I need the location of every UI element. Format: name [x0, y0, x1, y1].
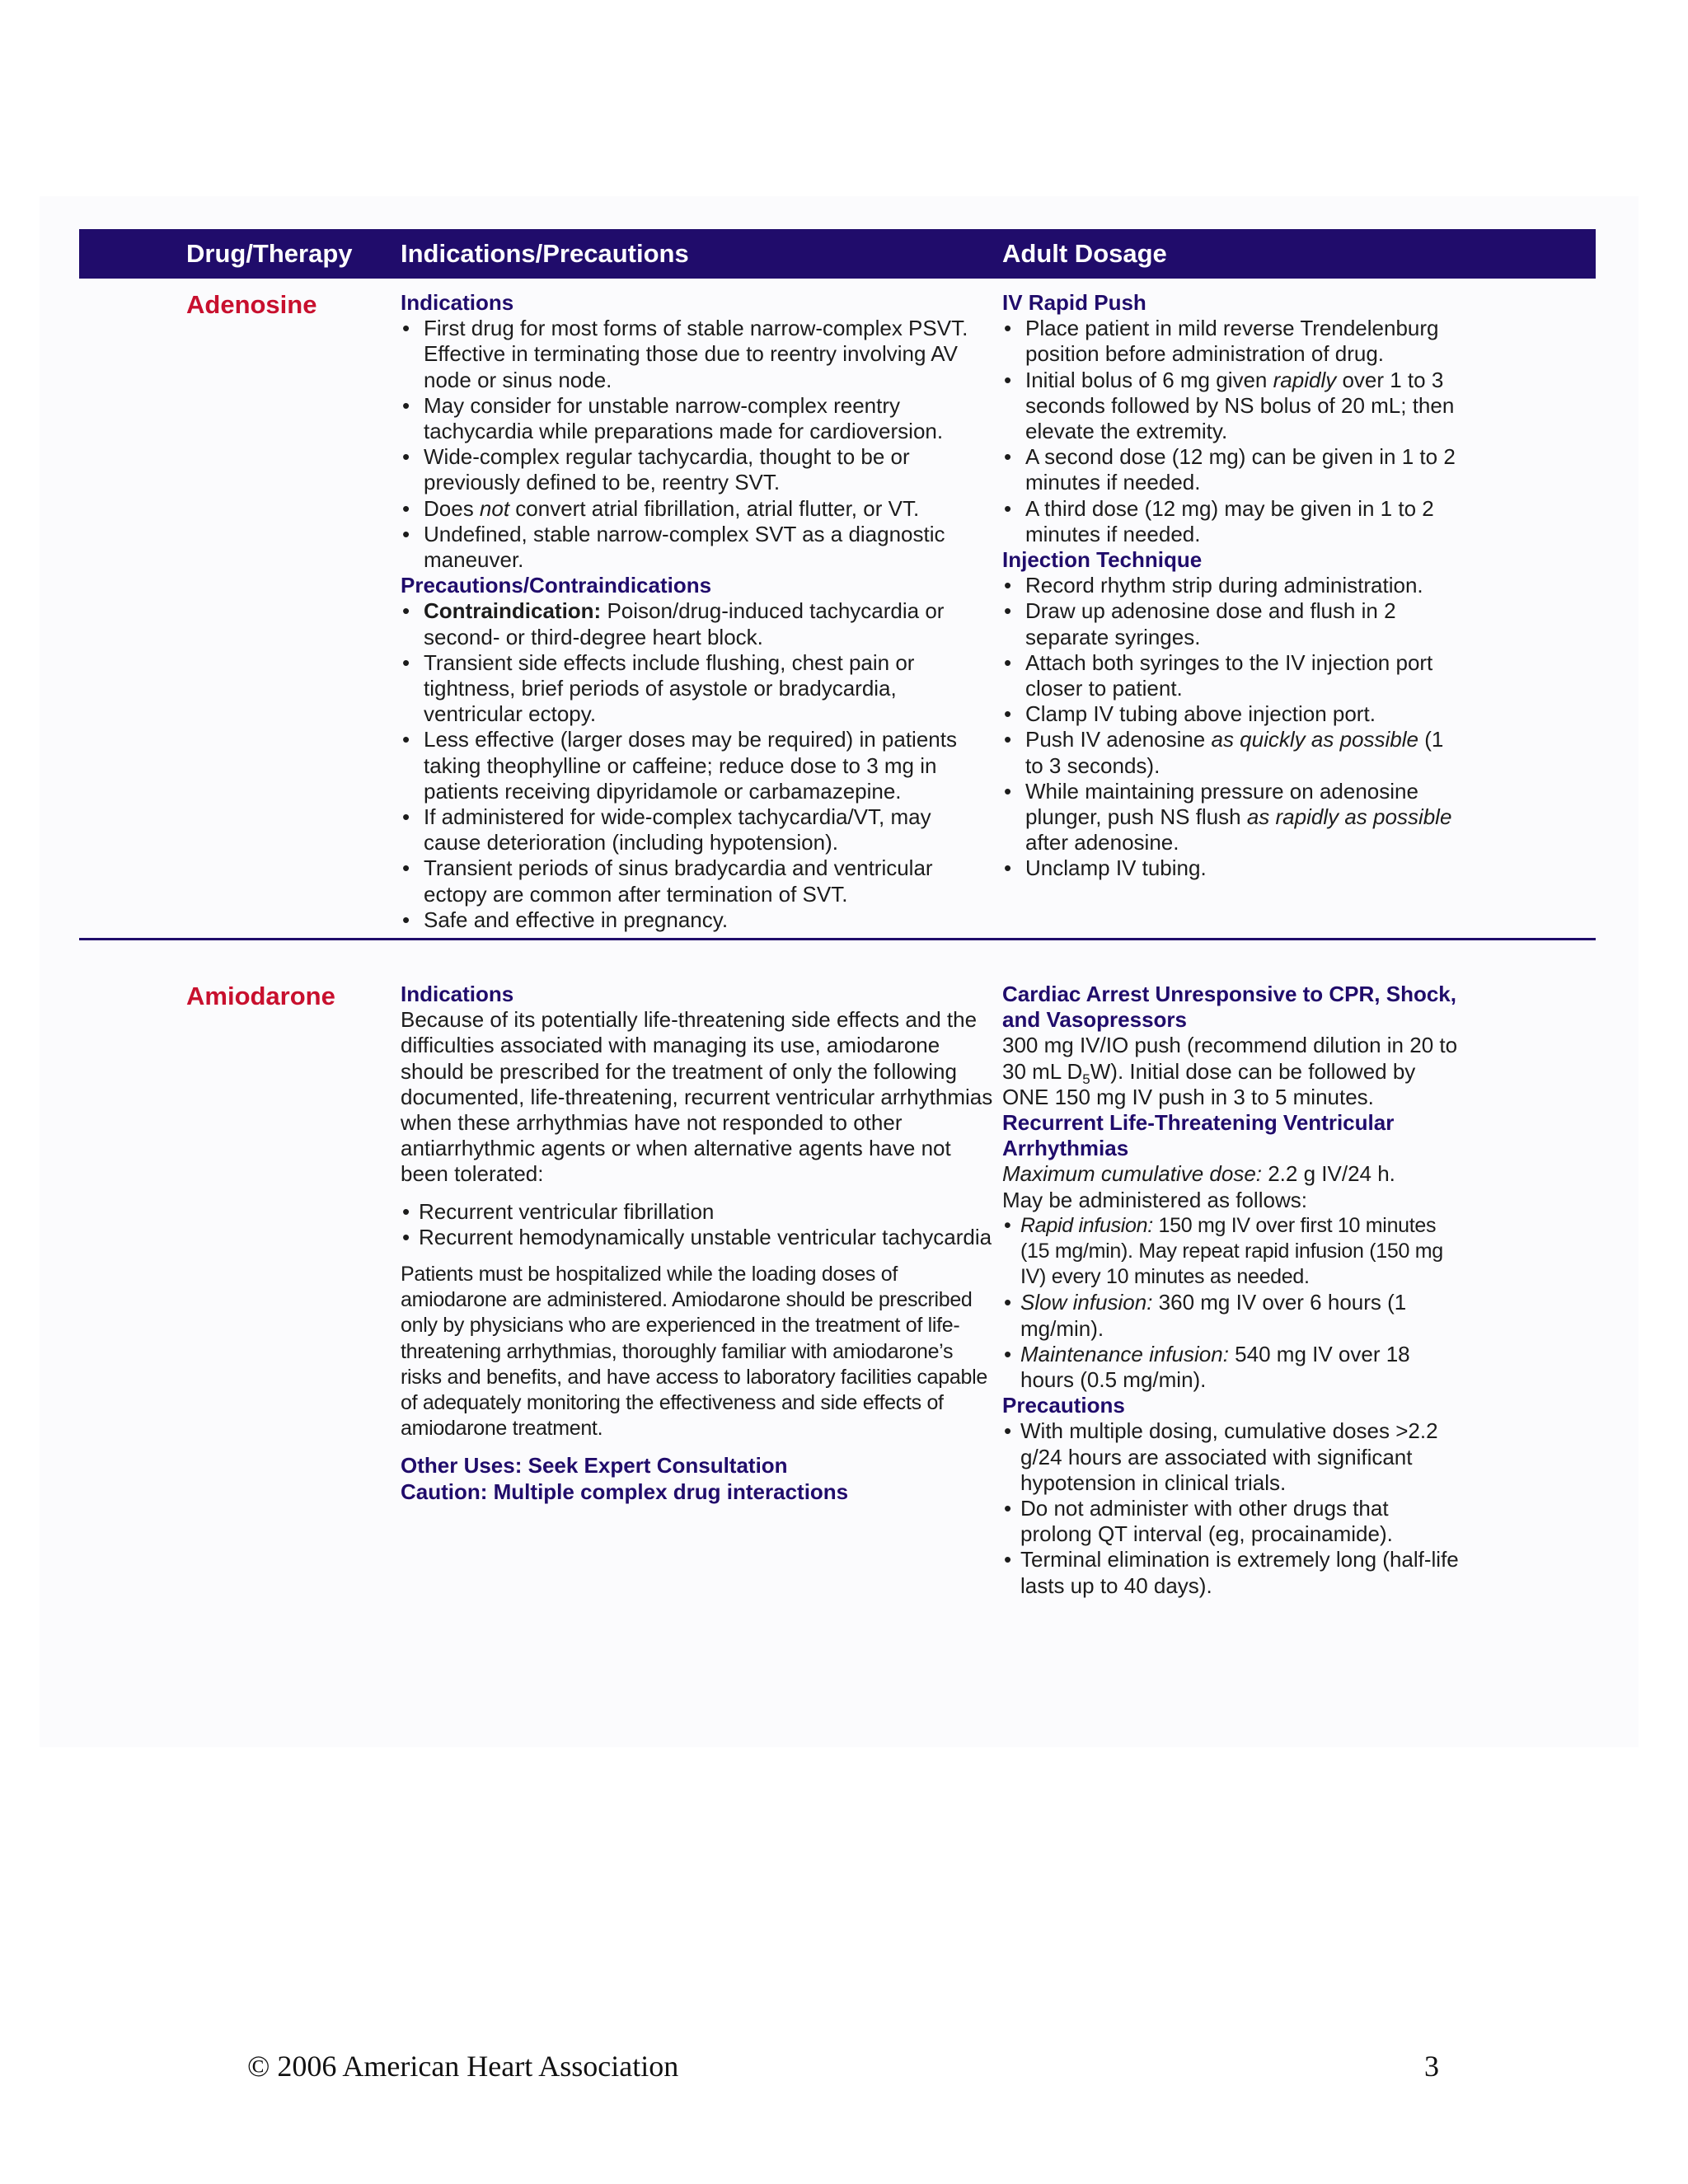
- list-item: • Attach both syringes to the IV injection port closer to patient.: [1002, 650, 1464, 701]
- section-title: Precautions/Contraindications: [401, 573, 712, 598]
- other-uses-note: Other Uses: Seek Expert Consultation: [401, 1453, 788, 1479]
- list-item: • Terminal elimination is extremely long (half-life lasts up to 40 days).: [1002, 1547, 1464, 1598]
- section-title: Cardiac Arrest Unresponsive to CPR, Shock, and Vasopressors: [1002, 982, 1456, 1033]
- list-item: • Recurrent ventricular fibrillation: [401, 1199, 994, 1225]
- list-item: • Maintenance infusion: 540 mg IV over 18 hours (0.5 mg/min).: [1002, 1342, 1464, 1393]
- row-divider: [79, 938, 1596, 940]
- section-title: Precautions: [1002, 1393, 1125, 1418]
- adenosine-indications-cell: [401, 290, 994, 933]
- adenosine-dosage-list: [1002, 316, 1464, 547]
- list-item: • Wide-complex regular tachycardia, thought to be or previously defined to be, reentry SVT.: [401, 444, 994, 495]
- list-item: • Safe and effective in pregnancy.: [401, 907, 994, 933]
- amiodarone-dosage-cell: [1002, 982, 1464, 1599]
- adenosine-indications-list: [401, 316, 994, 573]
- drug-table: [79, 229, 1596, 1600]
- section-title: Injection Technique: [1002, 547, 1203, 573]
- list-item: • Do not administer with other drugs that prolong QT interval (eg, procainamide).: [1002, 1496, 1464, 1547]
- infusion-list: [1002, 1213, 1464, 1393]
- amiodarone-indications-cell: [401, 982, 994, 1505]
- max-dose-text: Maximum cumulative dose: 2.2 g IV/24 h.: [1002, 1161, 1395, 1187]
- list-item: • Draw up adenosine dose and flush in 2 separate syringes.: [1002, 598, 1464, 649]
- list-item: • Record rhythm strip during administration.: [1002, 573, 1464, 598]
- list-item: • First drug for most forms of stable narrow-complex PSVT. Effective in terminating those due to reentry involving AV node or sinus node.: [401, 316, 994, 393]
- list-item: • With multiple dosing, cumulative doses >2.2 g/24 hours are associated with significant hypotension in clinical trials.: [1002, 1418, 1464, 1496]
- adenosine-technique-list: [1002, 573, 1464, 881]
- section-title: Recurrent Life-Threatening Ventricular Arrhythmias: [1002, 1110, 1395, 1161]
- list-item: • Does not convert atrial fibrillation, atrial flutter, or VT.: [401, 496, 994, 522]
- admin-line: May be administered as follows:: [1002, 1187, 1307, 1212]
- amiodarone-indication-list: [401, 1199, 994, 1250]
- table-header: [79, 229, 1596, 279]
- header-indications: Indications/Precautions: [401, 239, 689, 268]
- list-item: • Transient side effects include flushing, chest pain or tightness, brief periods of asystole or bradycardia, ventricular ectopy.: [401, 650, 994, 728]
- header-drug-therapy: Drug/Therapy: [186, 239, 353, 268]
- list-item: • Slow infusion: 360 mg IV over 6 hours (1 mg/min).: [1002, 1290, 1464, 1341]
- section-title: Indications: [401, 982, 514, 1006]
- list-item: • Undefined, stable narrow-complex SVT as a diagnostic maneuver.: [401, 522, 994, 573]
- list-item: • Push IV adenosine as quickly as possible (1 to 3 seconds).: [1002, 727, 1464, 778]
- list-item: • Transient periods of sinus bradycardia and ventricular ectopy are common after termination of SVT.: [401, 855, 994, 907]
- list-item: • If administered for wide-complex tachycardia/VT, may cause deterioration (including hypotension).: [401, 804, 994, 855]
- amiodarone-hospital-note: Patients must be hospitalized while the loading doses of amiodarone are administered. Amiodarone should be prescribed only by physicians who are experienced in the treatment of life-threatening arrhythmias, thoroughly familiar with amiodarone’s risks and benefits, and have access to laboratory facilities capable of adequately monitoring the effectiveness and side effects of amiodarone treatment.: [401, 1263, 987, 1441]
- arrest-dose-text: 300 mg IV/IO push (recommend dilution in 20 to 30 mL $D_5W$). Initial dose can be followed by ONE 150 mg IV push in 3 to 5 minutes.: [1002, 1033, 1458, 1109]
- list-item: • Contraindication: Poison/drug-induced tachycardia or second- or third-degree heart block.: [401, 598, 994, 649]
- list-item: • A second dose (12 mg) can be given in 1 to 2 minutes if needed.: [1002, 444, 1464, 495]
- page-number: 3: [1424, 2050, 1439, 2083]
- list-item: • Less effective (larger doses may be required) in patients taking theophylline or caffeine; reduce dose to 3 mg in patients receiving dipyridamole or carbamazepine.: [401, 727, 994, 804]
- copyright-footer: © 2006 American Heart Association: [247, 2050, 679, 2083]
- list-item: • Unclamp IV tubing.: [1002, 855, 1464, 881]
- drug-name-adenosine: Adenosine: [186, 290, 317, 319]
- list-item: • May consider for unstable narrow-complex reentry tachycardia while preparations made for cardioversion.: [401, 393, 994, 444]
- section-title: Indications: [401, 290, 514, 315]
- list-item: • Initial bolus of 6 mg given rapidly over 1 to 3 seconds followed by NS bolus of 20 mL; then elevate the extremity.: [1002, 368, 1464, 445]
- caution-note: Caution: Multiple complex drug interactions: [401, 1479, 849, 1504]
- list-item: • Recurrent hemodynamically unstable ventricular tachycardia: [401, 1225, 994, 1250]
- list-item: • Rapid infusion: 150 mg IV over first 10 minutes (15 mg/min). May repeat rapid infusion (150 mg IV) every 10 minutes as needed.: [1002, 1213, 1464, 1291]
- amiodarone-intro: Because of its potentially life-threatening side effects and the difficulties associated with managing its use, amiodarone should be prescribed for the treatment of only the following documented, life-threatening, recurrent ventricular arrhythmias when these arrhythmias have not responded to other antiarrhythmic agents or when alternative agents have not been tolerated:: [401, 1007, 993, 1187]
- header-adult-dosage: Adult Dosage: [1002, 239, 1167, 268]
- adenosine-precautions-list: [401, 598, 994, 933]
- list-item: • While maintaining pressure on adenosine plunger, push NS flush as rapidly as possible after adenosine.: [1002, 779, 1464, 856]
- amiodarone-precautions-list: [1002, 1418, 1464, 1598]
- list-item: • Clamp IV tubing above injection port.: [1002, 701, 1464, 727]
- section-title: IV Rapid Push: [1002, 290, 1146, 315]
- drug-name-amiodarone: Amiodarone: [186, 982, 335, 1010]
- table-row-adenosine: [79, 279, 1596, 938]
- table-row-amiodarone: [79, 973, 1596, 1600]
- adenosine-dosage-cell: [1002, 290, 1464, 882]
- list-item: • Place patient in mild reverse Trendelenburg position before administration of drug.: [1002, 316, 1464, 367]
- list-item: • A third dose (12 mg) may be given in 1 to 2 minutes if needed.: [1002, 496, 1464, 547]
